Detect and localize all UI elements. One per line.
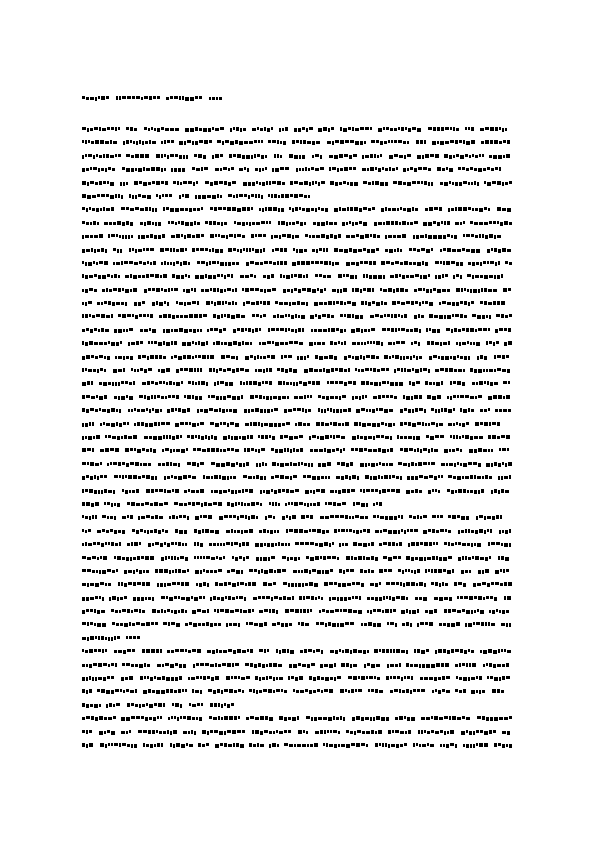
text-line (82, 728, 512, 741)
text-line-glyphs (82, 741, 512, 750)
text-line-glyphs (82, 393, 512, 402)
text-line (82, 741, 512, 754)
text-line-glyphs (82, 125, 512, 134)
text-line-glyphs (82, 661, 512, 670)
text-line (82, 219, 512, 232)
text-line-glyphs (82, 460, 512, 469)
text-line (82, 312, 512, 325)
text-line (82, 473, 512, 486)
text-line (82, 433, 512, 446)
text-line-glyphs (82, 513, 512, 522)
text-line-glyphs (82, 152, 512, 161)
text-line (82, 259, 512, 272)
text-line (82, 299, 512, 312)
text-line (82, 138, 512, 151)
text-line (82, 205, 512, 218)
text-line (82, 460, 512, 473)
text-line (82, 165, 512, 178)
text-line-glyphs (82, 326, 512, 335)
text-line-glyphs (82, 433, 512, 442)
text-line-glyphs (82, 701, 242, 710)
text-line-glyphs (82, 272, 512, 281)
text-line-glyphs (82, 379, 512, 388)
text-line (82, 152, 512, 165)
text-line (82, 687, 512, 700)
text-line (82, 393, 512, 406)
text-line-glyphs (82, 527, 512, 536)
text-line-glyphs (82, 138, 512, 147)
text-line-glyphs (82, 728, 512, 737)
text-line-glyphs (82, 312, 512, 321)
text-line-glyphs (82, 580, 512, 589)
text-line (82, 192, 512, 205)
text-line (82, 232, 512, 245)
document-body (82, 92, 512, 754)
text-line-glyphs (82, 620, 512, 629)
text-line (82, 272, 512, 285)
text-line-glyphs (82, 634, 142, 643)
text-line (82, 540, 512, 553)
text-line (82, 286, 512, 299)
text-line-glyphs (82, 246, 512, 255)
text-line (82, 567, 512, 580)
paragraph (82, 513, 512, 647)
text-line-glyphs (82, 607, 512, 616)
text-line-glyphs (82, 687, 512, 696)
text-line (82, 406, 512, 419)
text-line-glyphs (82, 487, 512, 496)
text-line-glyphs (82, 540, 512, 549)
text-line (82, 554, 512, 567)
text-line-glyphs (82, 286, 512, 295)
document-title-glyphs (82, 94, 222, 103)
text-line (82, 513, 512, 526)
text-line-glyphs (82, 446, 512, 455)
text-line-glyphs (82, 567, 512, 576)
text-line-glyphs (82, 420, 512, 429)
text-line (82, 634, 512, 647)
text-line-glyphs (82, 500, 382, 509)
text-line (82, 701, 512, 714)
text-line (82, 580, 512, 593)
text-line-glyphs (82, 299, 512, 308)
text-line (82, 446, 512, 459)
text-line (82, 620, 512, 633)
text-line-glyphs (82, 165, 512, 174)
text-line (82, 714, 512, 727)
text-line-glyphs (82, 353, 512, 362)
paragraph (82, 125, 512, 205)
text-line-glyphs (82, 259, 512, 268)
text-line (82, 527, 512, 540)
paragraph (82, 647, 512, 714)
text-line-glyphs (82, 473, 512, 482)
text-line-glyphs (82, 219, 512, 228)
text-line (82, 179, 512, 192)
text-line (82, 607, 512, 620)
text-line (82, 125, 512, 138)
text-line (82, 379, 512, 392)
text-line (82, 674, 512, 687)
document-title (82, 92, 512, 103)
text-line-glyphs (82, 674, 512, 683)
text-line-glyphs (82, 339, 512, 348)
text-line (82, 246, 512, 259)
paragraph (82, 714, 512, 754)
text-line-glyphs (82, 594, 512, 603)
text-line (82, 326, 512, 339)
text-line-glyphs (82, 205, 512, 214)
text-line (82, 647, 512, 660)
paragraph (82, 205, 512, 513)
text-line (82, 487, 512, 500)
text-line-glyphs (82, 179, 512, 188)
text-line (82, 420, 512, 433)
text-line (82, 594, 512, 607)
text-line (82, 500, 512, 513)
text-line (82, 339, 512, 352)
text-line (82, 366, 512, 379)
text-line-glyphs (82, 406, 512, 415)
text-line (82, 353, 512, 366)
text-line-glyphs (82, 647, 512, 656)
text-line (82, 661, 512, 674)
text-line-glyphs (82, 714, 512, 723)
text-line-glyphs (82, 366, 512, 375)
text-line-glyphs (82, 192, 312, 201)
text-line-glyphs (82, 232, 512, 241)
text-line-glyphs (82, 554, 512, 563)
